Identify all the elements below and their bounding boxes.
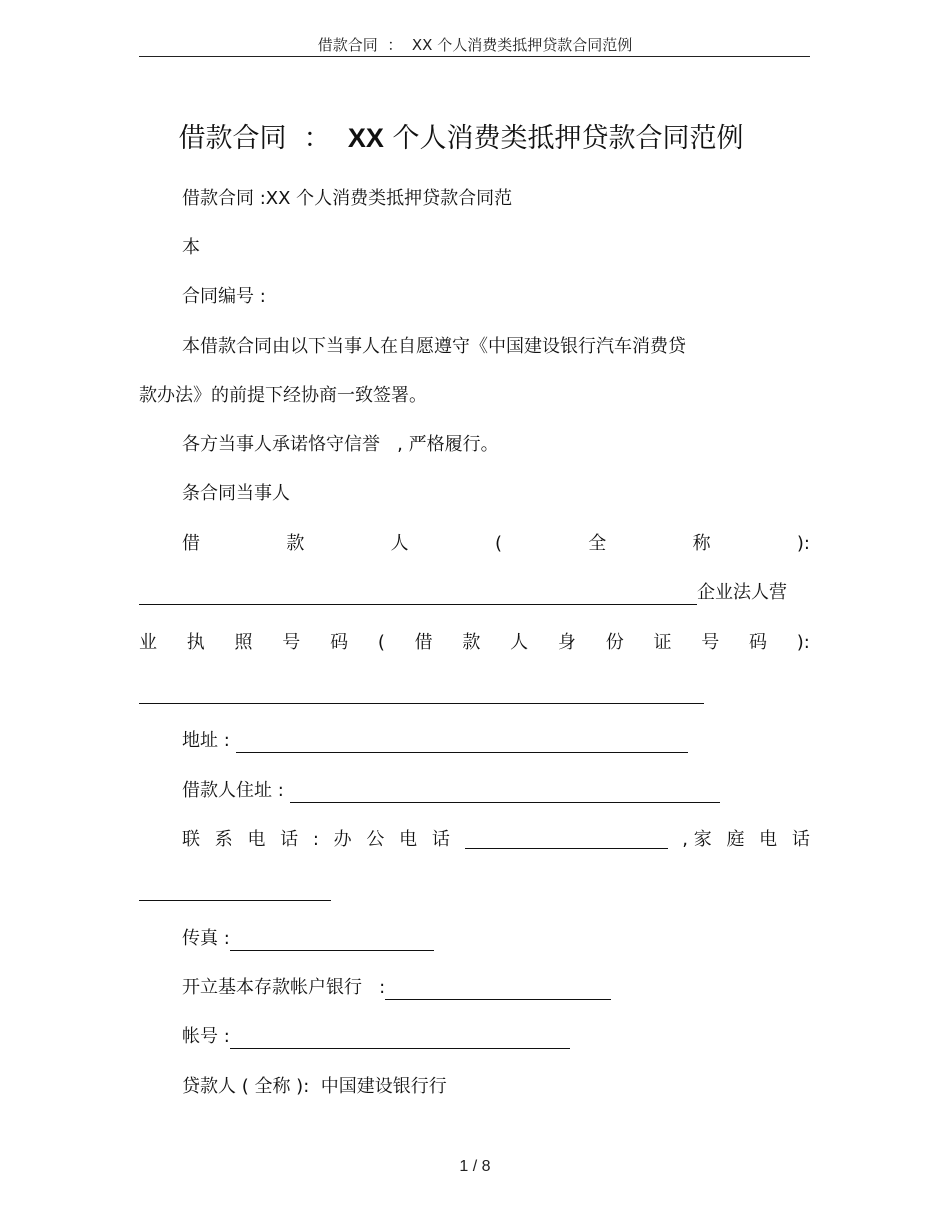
borrower-label-char: 人 [390, 533, 409, 554]
borrower-label-char: ): [796, 533, 810, 554]
document-title [0, 116, 922, 155]
home-phone-char: 庭 [726, 829, 745, 850]
section-heading: 条合同当事人 [182, 483, 290, 504]
phone-char: 话 [431, 829, 450, 850]
contract-number-label: 合同编号 : [182, 286, 266, 307]
phone-line [139, 828, 810, 852]
borrower-label-char: 称 [692, 533, 711, 554]
title-suffix: 个人消费类抵押贷款合同范例 [383, 123, 744, 154]
phone-char: 联 [182, 829, 200, 850]
lender-line: 贷款人 ( 全称 ): 中国建设银行行 [182, 1076, 447, 1097]
license-number-line [139, 680, 810, 704]
borrower-name-line [139, 581, 810, 605]
fax-line [139, 927, 853, 951]
phone-char: 系 [214, 829, 233, 850]
home-phone-line [139, 877, 810, 901]
license-char: 人 [510, 632, 529, 653]
fax-blank[interactable] [230, 930, 434, 951]
license-char: 借 [414, 632, 433, 653]
borrower-label-char: 借 [182, 533, 200, 554]
license-char: 份 [605, 632, 624, 653]
home-phone-char: 电 [759, 829, 778, 850]
license-char: ): [796, 632, 810, 653]
phone-char: 电 [247, 829, 266, 850]
office-phone-blank[interactable] [465, 828, 668, 849]
license-char: 号 [282, 632, 301, 653]
license-char: 证 [653, 632, 672, 653]
address-blank[interactable] [236, 732, 688, 753]
running-header: 借款合同 ： XX 个人消费类抵押贷款合同范例 [317, 36, 633, 54]
phone-char: 电 [399, 829, 418, 850]
address-label: 地址 : [182, 730, 236, 751]
license-char: 照 [234, 632, 253, 653]
license-char: 业 [139, 632, 157, 653]
account-blank[interactable] [230, 1028, 570, 1049]
residence-line [139, 779, 853, 803]
phone-separator: , 家 [682, 829, 712, 850]
borrower-name-label [139, 532, 810, 556]
borrower-label-char: 全 [588, 533, 607, 554]
home-phone-blank[interactable] [139, 880, 331, 901]
residence-label: 借款人住址 : [182, 780, 290, 801]
page-number: 1 / 8 [459, 1158, 491, 1175]
bank-blank[interactable] [385, 979, 611, 1000]
license-char: 码 [330, 632, 349, 653]
body-line-6: 各方当事人承诺恪守信誉 , 严格履行。 [182, 434, 499, 455]
bank-label: 开立基本存款帐户银行 : [182, 977, 386, 998]
phone-char: : [312, 829, 319, 850]
fax-label: 传真 : [182, 928, 230, 949]
header-divider [139, 56, 810, 57]
license-number-blank[interactable] [139, 683, 704, 704]
residence-blank[interactable] [290, 782, 720, 803]
title-prefix: 借款合同 ： [178, 123, 348, 154]
body-line-5: 款办法》的前提下经协商一致签署。 [139, 385, 427, 406]
body-line-2: 本 [182, 237, 200, 258]
license-char: 号 [701, 632, 720, 653]
account-line [139, 1025, 853, 1049]
borrower-label-char: 款 [286, 533, 305, 554]
address-line [139, 729, 853, 753]
bank-line [139, 976, 853, 1000]
license-char: 款 [462, 632, 481, 653]
home-phone-char: 话 [791, 829, 810, 850]
body-line-1: 借款合同 :XX 个人消费类抵押贷款合同范 [182, 188, 513, 209]
license-char: 执 [186, 632, 205, 653]
license-char: 码 [748, 632, 767, 653]
license-suffix: 企业法人营 [697, 582, 787, 603]
phone-char: 话 [280, 829, 299, 850]
borrower-name-blank[interactable] [139, 584, 697, 605]
borrower-label-char: ( [494, 533, 502, 554]
body-line-4: 本借款合同由以下当事人在自愿遵守《中国建设银行汽车消费贷 [182, 336, 686, 357]
license-char: 身 [557, 632, 576, 653]
title-bold: XX [347, 123, 384, 153]
phone-char: 办 [333, 829, 352, 850]
license-char: ( [377, 632, 385, 653]
account-label: 帐号 : [182, 1026, 230, 1047]
license-number-label [139, 631, 810, 655]
phone-char: 公 [366, 829, 385, 850]
